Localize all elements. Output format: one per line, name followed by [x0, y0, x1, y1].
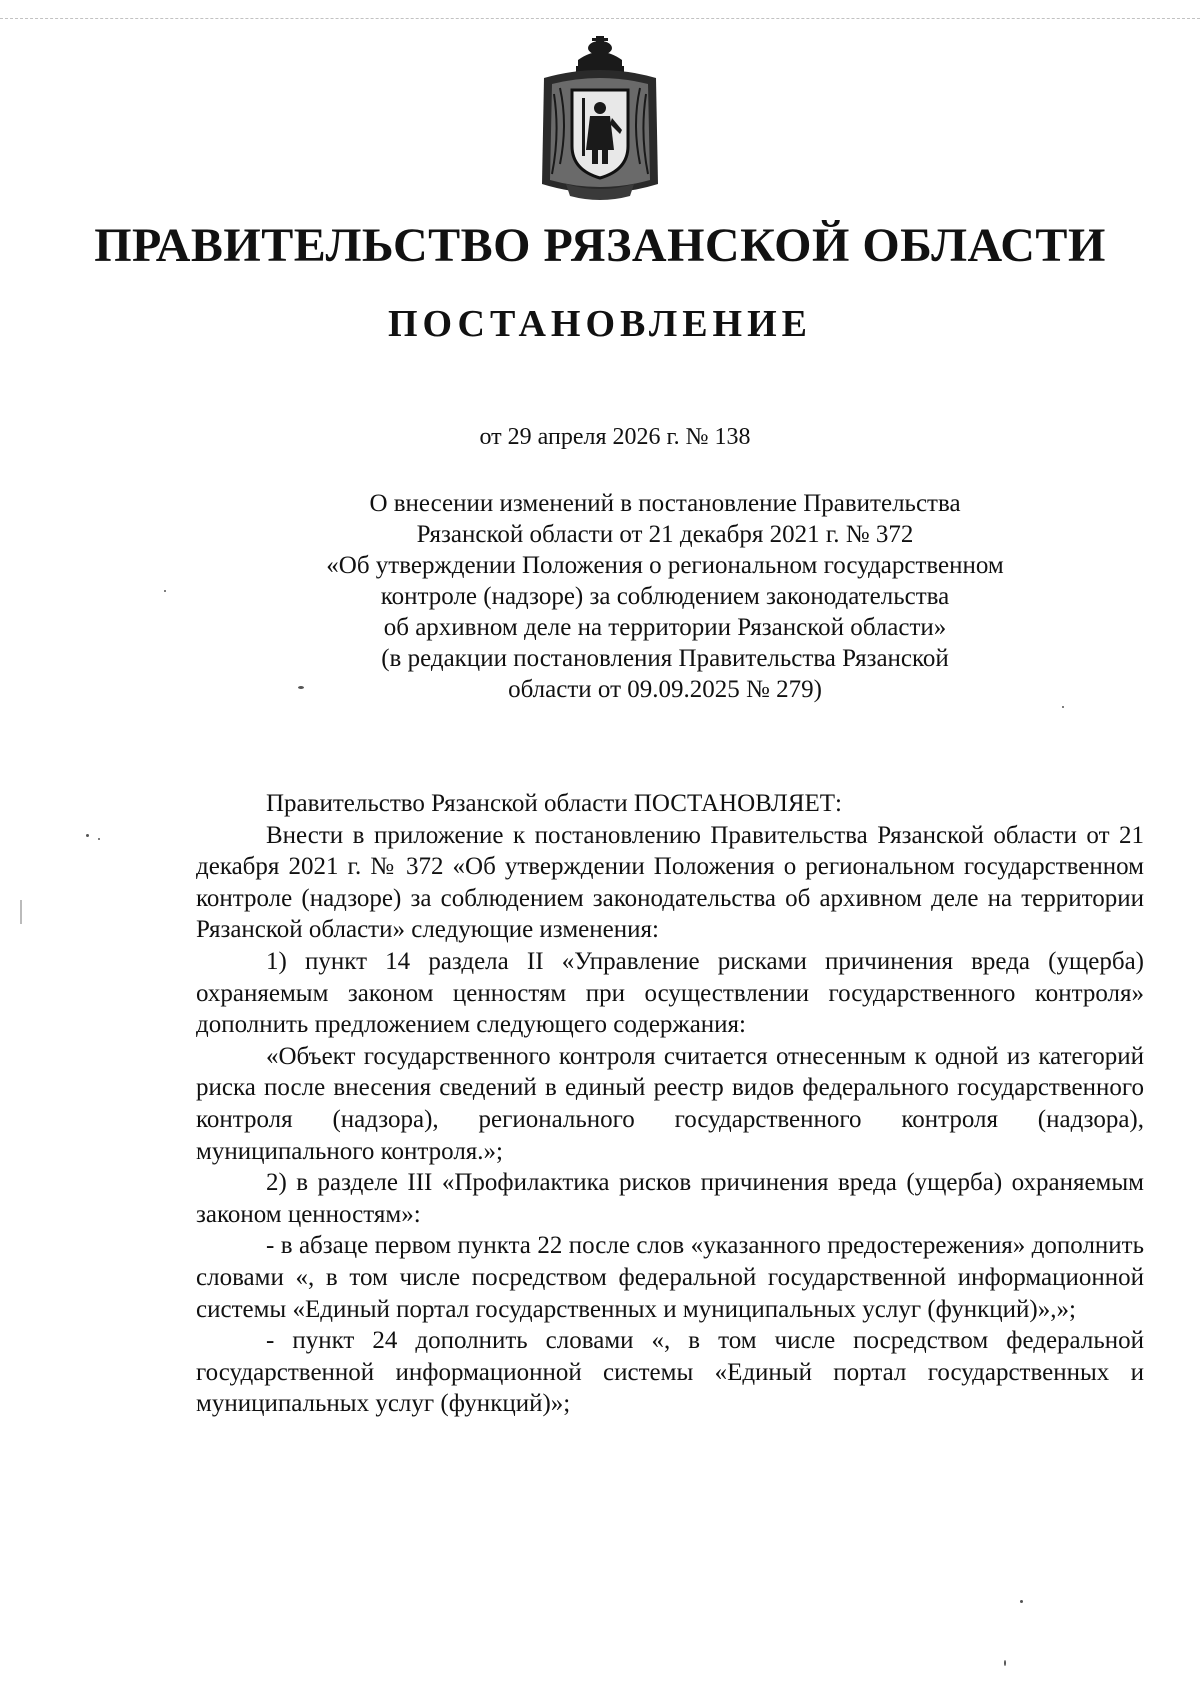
body-paragraph: Внести в приложение к постановлению Правительства Рязанской области от 21 декабря 2021 г. № 372 «Об утверждении Положения о региональном государственном контроле (надзоре) за соблюдением законодательства об архивном деле на территории Рязанской области» следующие изменения: — [196, 821, 1144, 944]
body-paragraph: Правительство Рязанской области ПОСТАНОВЛЯЕТ: — [266, 790, 842, 817]
document-type: ПОСТАНОВЛЕНИЕ — [387, 303, 813, 345]
scan-edge-line — [0, 18, 1200, 19]
scan-speck — [298, 686, 304, 689]
subject-line: об архивном деле на территории Рязанской области» — [383, 614, 947, 641]
subject-line: (в редакции постановления Правительства Рязанской — [381, 645, 949, 672]
subject-line: Рязанской области от 21 декабря 2021 г. № 372 — [416, 521, 914, 548]
subject-line: области от 09.09.2025 № 279) — [508, 676, 822, 703]
document-subject — [260, 488, 1070, 705]
subject-line: «Об утверждении Положения о региональном государственном — [326, 552, 1004, 579]
scan-speck — [98, 838, 100, 840]
coat-of-arms-icon — [530, 34, 670, 204]
scan-speck — [1062, 706, 1064, 708]
scan-speck — [1004, 1660, 1006, 1666]
scan-speck — [86, 834, 89, 837]
subject-line: контроле (надзоре) за соблюдением законодательства — [380, 583, 950, 610]
body-paragraph: 1) пункт 14 раздела II «Управление рисками причинения вреда (ущерба) охраняемым законом ценностям при осуществлении государственного контроля» дополнить предложением следующего содержания: — [196, 947, 1144, 1039]
body-paragraph: 2) в разделе III «Профилактика рисков причинения вреда (ущерба) охраняемым законом ценностям»: — [196, 1169, 1144, 1228]
document-body — [196, 788, 1144, 1420]
date-and-number: от 29 апреля 2026 г. № 138 — [479, 424, 751, 450]
subject-line: О внесении изменений в постановление Правительства — [369, 490, 961, 517]
body-paragraph: «Объект государственного контроля считается отнесенным к одной из категорий риска после внесения сведений в единый реестр видов федерального государственного контроля (надзора), регионального государственного контроля (надзора), муниципального контроля.»; — [196, 1042, 1144, 1165]
body-paragraph: - в абзаце первом пункта 22 после слов «указанного предостережения» дополнить словами «, в том числе посредством федеральной государственной информационной системы «Единый портал государственных и муниципальных услуг (функций)»,»; — [196, 1232, 1144, 1323]
scan-speck — [1020, 1600, 1023, 1603]
government-title: ПРАВИТЕЛЬСТВО РЯЗАНСКОЙ ОБЛАСТИ — [94, 219, 1106, 272]
scan-speck — [164, 590, 166, 592]
scan-speck — [20, 900, 22, 924]
body-paragraph: - пункт 24 дополнить словами «, в том числе посредством федеральной государственной информационной системы «Единый портал государственных и муниципальных услуг (функций)»; — [196, 1327, 1144, 1418]
